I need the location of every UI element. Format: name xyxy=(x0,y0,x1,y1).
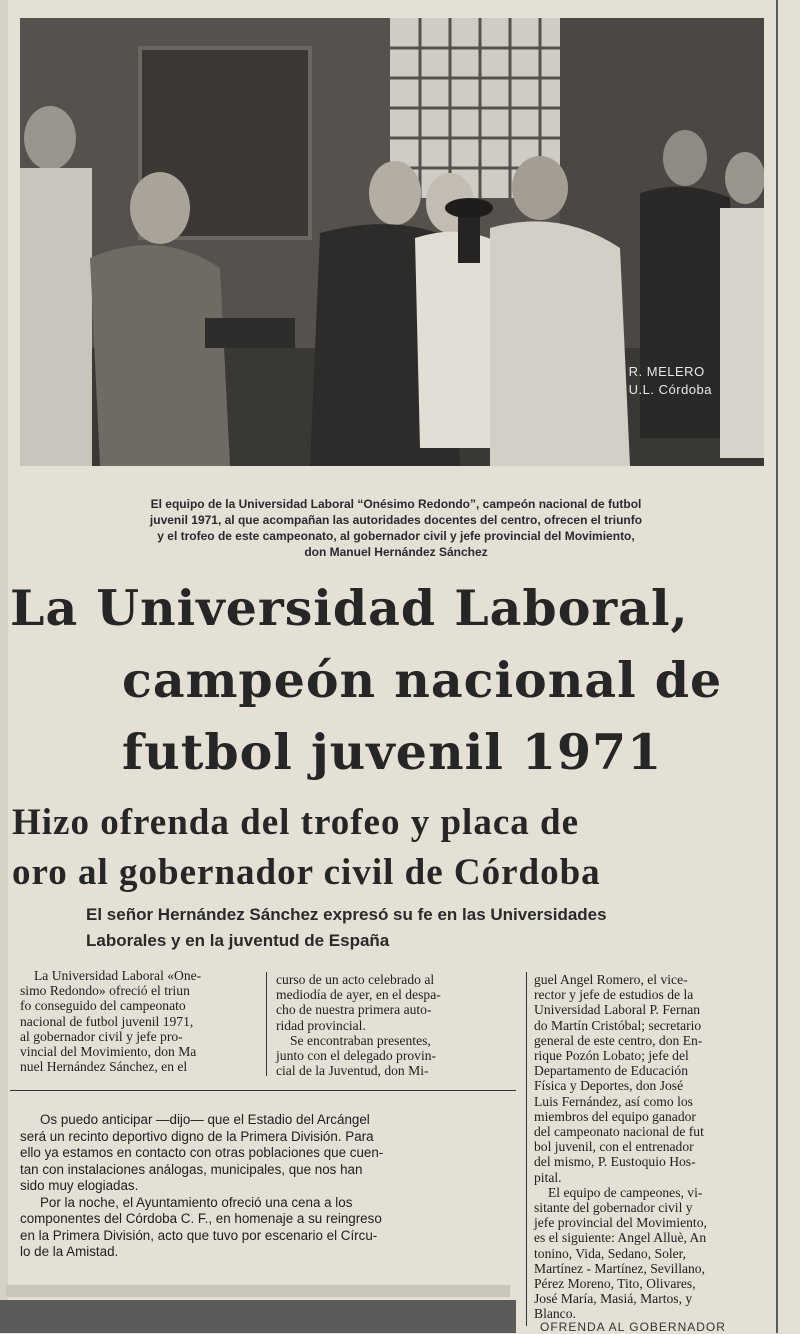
body-line: Pérez Moreno, Tito, Olivares, xyxy=(534,1276,696,1292)
body-line: jefe provincial del Movimiento, xyxy=(534,1215,707,1231)
body-line: miembros del equipo ganador xyxy=(534,1108,696,1124)
photo-credit-line-2: U.L. Córdoba xyxy=(628,382,712,397)
caption-line: juvenil 1971, al que acompañan las autoridades docentes del centro, ofrecen el triunfo xyxy=(149,513,643,527)
column-divider xyxy=(526,972,527,1326)
body-line: al gobernador civil y jefe pro- xyxy=(20,1028,183,1044)
body-line: Blanco. xyxy=(534,1306,576,1322)
body-line: Os puedo anticipar —dijo— que el Estadio del Arcángel xyxy=(40,1112,370,1127)
body-line: curso de un acto celebrado al xyxy=(276,972,435,987)
body-line: Física y Deportes, don José xyxy=(534,1078,684,1094)
body-line: es el siguiente: Angel Alluè, An xyxy=(534,1230,707,1246)
deck-line-2: Laborales y en la juventud de España xyxy=(86,931,390,950)
body-line: tonino, Vida, Sedano, Soler, xyxy=(534,1245,687,1261)
body-line: pital. xyxy=(534,1169,562,1185)
body-column-3 xyxy=(534,972,772,1322)
headline xyxy=(10,572,780,788)
body-line: José María, Masiá, Martos, y xyxy=(534,1291,693,1307)
subheadline-line-2: oro al gobernador civil de Córdoba xyxy=(12,852,601,893)
deck-line-1: El señor Hernández Sánchez expresó su fe en las Universidades xyxy=(86,905,607,924)
body-line: fo conseguido del campeonato xyxy=(20,998,186,1014)
page-edge xyxy=(0,0,8,1333)
headline-line-1: La Universidad Laboral, xyxy=(10,579,689,637)
body-line: guel Angel Romero, el vice- xyxy=(534,972,688,987)
subheadline xyxy=(12,798,782,898)
body-line: Se encontraban presentes, xyxy=(290,1032,431,1048)
body-line: Por la noche, el Ayuntamiento ofreció una cena a los xyxy=(40,1194,353,1210)
body-line: tan con instalaciones análogas, municipales, que nos han xyxy=(20,1161,363,1177)
body-line: Luis Fernández, así como los xyxy=(534,1093,693,1109)
body-line: nuel Hernández Sánchez, en el xyxy=(20,1059,188,1075)
body-line: El equipo de campeones, vi- xyxy=(548,1184,703,1200)
next-section-heading: OFRENDA AL GOBERNADOR xyxy=(540,1320,726,1334)
caption-line: El equipo de la Universidad Laboral “Onésimo Redondo”, campeón nacional de futbol xyxy=(150,497,642,511)
body-column-2 xyxy=(276,972,514,1078)
subheadline-line-1: Hizo ofrenda del trofeo y placa de xyxy=(12,802,580,843)
adjacent-photo-strip xyxy=(0,1300,516,1333)
photo-caption xyxy=(40,496,752,560)
body-column-lower xyxy=(20,1112,514,1261)
body-line: Martínez - Martínez, Sevillano, xyxy=(534,1260,705,1276)
body-line: componentes del Córdoba C. F., en homenaje a su reingreso xyxy=(20,1211,382,1226)
body-line: vincial del Movimiento, don Ma xyxy=(20,1044,197,1060)
body-line: junto con el delegado provin- xyxy=(276,1048,437,1064)
body-column-1 xyxy=(20,968,260,1074)
body-line: lo de la Amistad. xyxy=(20,1244,119,1259)
column-divider xyxy=(266,972,267,1076)
body-line: simo Redondo» ofreció el triun xyxy=(20,983,190,999)
body-line: ridad provincial. xyxy=(276,1017,366,1033)
headline-line-3: futbol juvenil 1971 xyxy=(122,723,663,781)
news-photo xyxy=(20,18,764,466)
body-line: sitante del gobernador civil y xyxy=(534,1200,693,1216)
body-line: cho de nuestra primera auto- xyxy=(276,1002,432,1018)
body-line: bol juvenil, con el entrenador xyxy=(534,1139,694,1155)
body-line: Universidad Laboral P. Fernan xyxy=(534,1002,701,1018)
body-line: del mismo, P. Eustoquio Hos- xyxy=(534,1154,696,1170)
headline-line-2: campeón nacional de xyxy=(122,651,723,709)
deck xyxy=(86,902,776,954)
body-line: Departamento de Educación xyxy=(534,1063,688,1079)
body-line: do Martín Cristóbal; secretario xyxy=(534,1017,702,1033)
photo-credit xyxy=(629,363,712,399)
body-line: rector y jefe de estudios de la xyxy=(534,987,694,1003)
photo-credit-line-1: R. MELERO xyxy=(628,364,705,379)
body-line: nacional de futbol juvenil 1971, xyxy=(20,1013,194,1029)
body-line: cial de la Juventud, don Mi- xyxy=(276,1063,429,1079)
caption-line: y el trofeo de este campeonato, al gobernador civil y jefe provincial del Movimiento, xyxy=(157,529,635,543)
body-line: La Universidad Laboral «One- xyxy=(34,968,202,983)
caption-line: don Manuel Hernández Sánchez xyxy=(304,545,488,559)
body-line: en la Primera División, acto que tuvo por escenario el Círcu- xyxy=(20,1227,378,1243)
body-line: mediodía de ayer, en el despa- xyxy=(276,987,441,1003)
body-line: sido muy elogiadas. xyxy=(20,1178,139,1193)
body-line: será un recinto deportivo digno de la Primera División. Para xyxy=(20,1128,374,1144)
body-line: del campeonato nacional de fut xyxy=(534,1124,704,1140)
clipping-edge xyxy=(6,1285,510,1297)
body-line: general de este centro, don En- xyxy=(534,1032,703,1048)
section-divider xyxy=(10,1090,516,1091)
body-line: rique Pozón Lobato; jefe del xyxy=(534,1048,689,1064)
body-line: ello ya estamos en contacto con otras poblaciones que cuen- xyxy=(20,1145,384,1160)
